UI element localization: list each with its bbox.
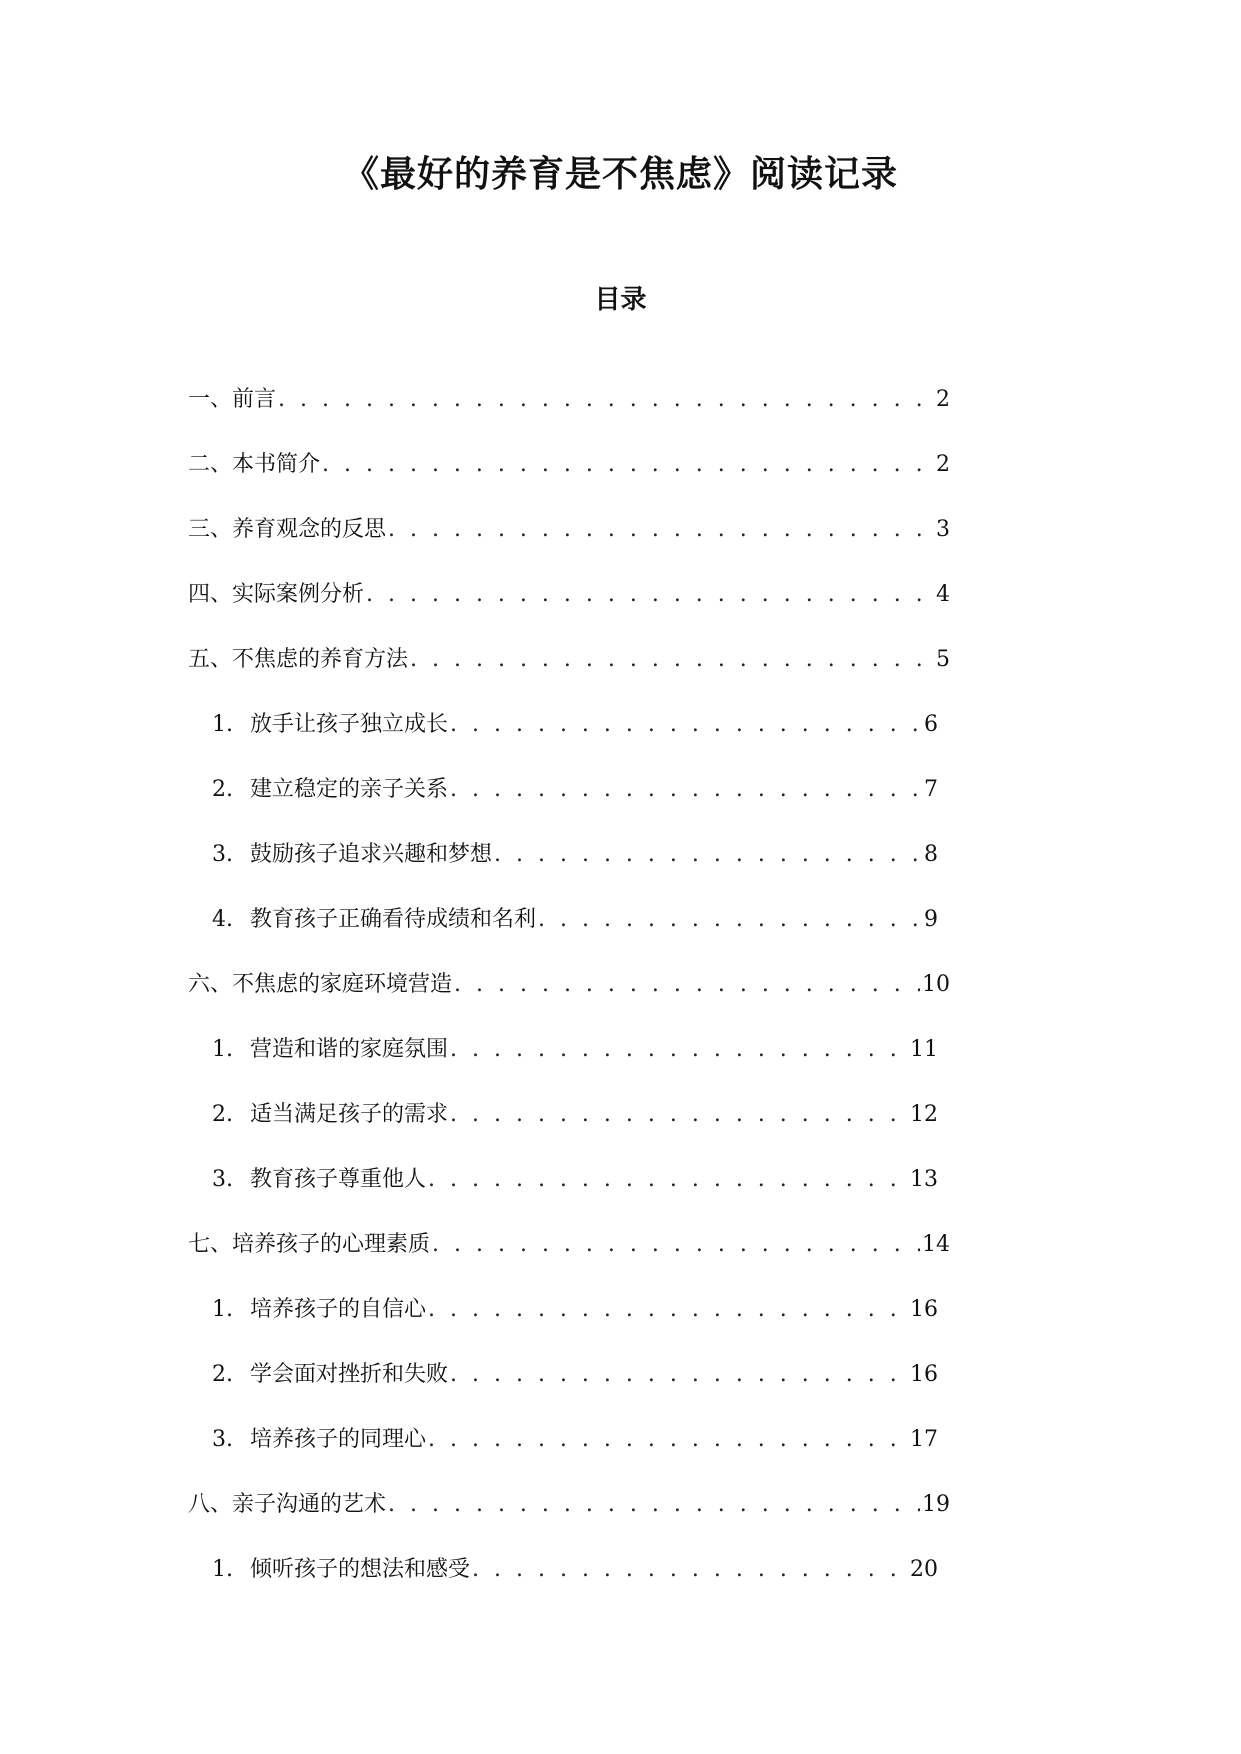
toc-leader bbox=[450, 1095, 908, 1135]
toc-entry-number: 1. bbox=[212, 1037, 233, 1062]
toc-entry-page: 9 bbox=[924, 907, 938, 932]
toc-entry-page: 7 bbox=[924, 777, 938, 802]
toc-entry-number: 3. bbox=[212, 1167, 233, 1192]
toc-leader bbox=[450, 705, 922, 745]
toc-entry-label: 建立稳定的亲子关系 bbox=[250, 777, 449, 802]
toc-entry-page: 13 bbox=[910, 1167, 938, 1192]
toc-entry[interactable] bbox=[188, 380, 950, 420]
toc-leader bbox=[366, 575, 934, 615]
toc-entry-number: 2. bbox=[212, 777, 233, 802]
toc-entry-page: 6 bbox=[924, 712, 938, 737]
toc-leader bbox=[388, 1485, 920, 1525]
toc-entry[interactable] bbox=[188, 640, 950, 680]
toc-subentry[interactable] bbox=[212, 1160, 938, 1200]
toc-subentry[interactable] bbox=[212, 1550, 938, 1590]
toc-entry-page: 8 bbox=[924, 842, 938, 867]
toc-entry-label: 二、本书简介 bbox=[188, 452, 321, 477]
toc-entry-label: 培养孩子的自信心 bbox=[250, 1297, 427, 1322]
toc-entry-label: 三、养育观念的反思 bbox=[188, 517, 387, 542]
toc-entry-number: 2. bbox=[212, 1362, 233, 1387]
toc-entry-number: 1. bbox=[212, 1297, 233, 1322]
toc-entry-label: 四、实际案例分析 bbox=[188, 582, 365, 607]
toc-entry-page: 16 bbox=[910, 1362, 938, 1387]
toc-leader bbox=[494, 835, 922, 875]
document-title: 《最好的养育是不焦虑》阅读记录 bbox=[342, 154, 898, 195]
toc-entry-page: 16 bbox=[910, 1297, 938, 1322]
toc-leader bbox=[454, 965, 920, 1005]
toc-leader bbox=[428, 1290, 908, 1330]
toc-entry-number: 3. bbox=[212, 1427, 233, 1452]
toc-leader bbox=[428, 1160, 908, 1200]
toc-entry-label: 倾听孩子的想法和感受 bbox=[250, 1557, 471, 1582]
toc-leader bbox=[432, 1225, 920, 1265]
toc-entry-label: 六、不焦虑的家庭环境营造 bbox=[188, 972, 453, 997]
toc-subentry[interactable] bbox=[212, 900, 938, 940]
toc-entry-label: 营造和谐的家庭氛围 bbox=[250, 1037, 449, 1062]
toc-entry-page: 19 bbox=[922, 1492, 950, 1517]
toc-entry-page: 11 bbox=[910, 1037, 938, 1062]
toc-entry-page: 2 bbox=[936, 387, 950, 412]
toc-entry-number: 4. bbox=[212, 907, 233, 932]
toc-entry-label: 学会面对挫折和失败 bbox=[250, 1362, 449, 1387]
toc-subentry[interactable] bbox=[212, 1355, 938, 1395]
toc-leader bbox=[450, 770, 922, 810]
toc-entry-number: 1. bbox=[212, 1557, 233, 1582]
toc-entry[interactable] bbox=[188, 1485, 950, 1525]
toc-entry-page: 3 bbox=[936, 517, 950, 542]
toc-entry-number: 3. bbox=[212, 842, 233, 867]
toc-leader bbox=[450, 1030, 908, 1070]
toc-entry[interactable] bbox=[188, 965, 950, 1005]
toc-entry-label: 七、培养孩子的心理素质 bbox=[188, 1232, 431, 1257]
toc-entry[interactable] bbox=[188, 445, 950, 485]
toc-leader bbox=[410, 640, 934, 680]
toc-entry-page: 4 bbox=[936, 582, 950, 607]
toc-entry[interactable] bbox=[188, 575, 950, 615]
toc-subentry[interactable] bbox=[212, 1290, 938, 1330]
toc-entry-page: 17 bbox=[910, 1427, 938, 1452]
toc-leader bbox=[450, 1355, 908, 1395]
toc-subentry[interactable] bbox=[212, 1095, 938, 1135]
toc-entry-label: 八、亲子沟通的艺术 bbox=[188, 1492, 387, 1517]
toc-entry-label: 一、前言 bbox=[188, 387, 277, 412]
toc-entry-label: 鼓励孩子追求兴趣和梦想 bbox=[250, 842, 493, 867]
toc-entry[interactable] bbox=[188, 510, 950, 550]
toc-subentry[interactable] bbox=[212, 705, 938, 745]
toc-subentry[interactable] bbox=[212, 1030, 938, 1070]
toc-leader bbox=[472, 1550, 908, 1590]
toc-entry-label: 教育孩子尊重他人 bbox=[250, 1167, 427, 1192]
toc-entry-label: 适当满足孩子的需求 bbox=[250, 1102, 449, 1127]
toc-entry-page: 10 bbox=[922, 972, 950, 997]
toc-entry[interactable] bbox=[188, 1225, 950, 1265]
toc-entry-label: 五、不焦虑的养育方法 bbox=[188, 647, 409, 672]
toc-entry-page: 5 bbox=[936, 647, 950, 672]
toc-leader bbox=[538, 900, 922, 940]
toc-entry-number: 1. bbox=[212, 712, 233, 737]
toc-entry-page: 20 bbox=[910, 1557, 938, 1582]
toc-entry-number: 2. bbox=[212, 1102, 233, 1127]
toc-entry-page: 14 bbox=[922, 1232, 950, 1257]
toc-entry-page: 2 bbox=[936, 452, 950, 477]
toc-subentry[interactable] bbox=[212, 835, 938, 875]
toc-leader bbox=[428, 1420, 908, 1460]
toc-subentry[interactable] bbox=[212, 770, 938, 810]
toc-entry-label: 培养孩子的同理心 bbox=[250, 1427, 427, 1452]
toc-leader bbox=[278, 380, 934, 420]
toc-subentry[interactable] bbox=[212, 1420, 938, 1460]
toc-leader bbox=[322, 445, 934, 485]
toc-leader bbox=[388, 510, 934, 550]
toc-entry-label: 教育孩子正确看待成绩和名利 bbox=[250, 907, 537, 932]
toc-entry-label: 放手让孩子独立成长 bbox=[250, 712, 449, 737]
toc-heading: 目录 bbox=[594, 285, 647, 315]
toc-entry-page: 12 bbox=[910, 1102, 938, 1127]
